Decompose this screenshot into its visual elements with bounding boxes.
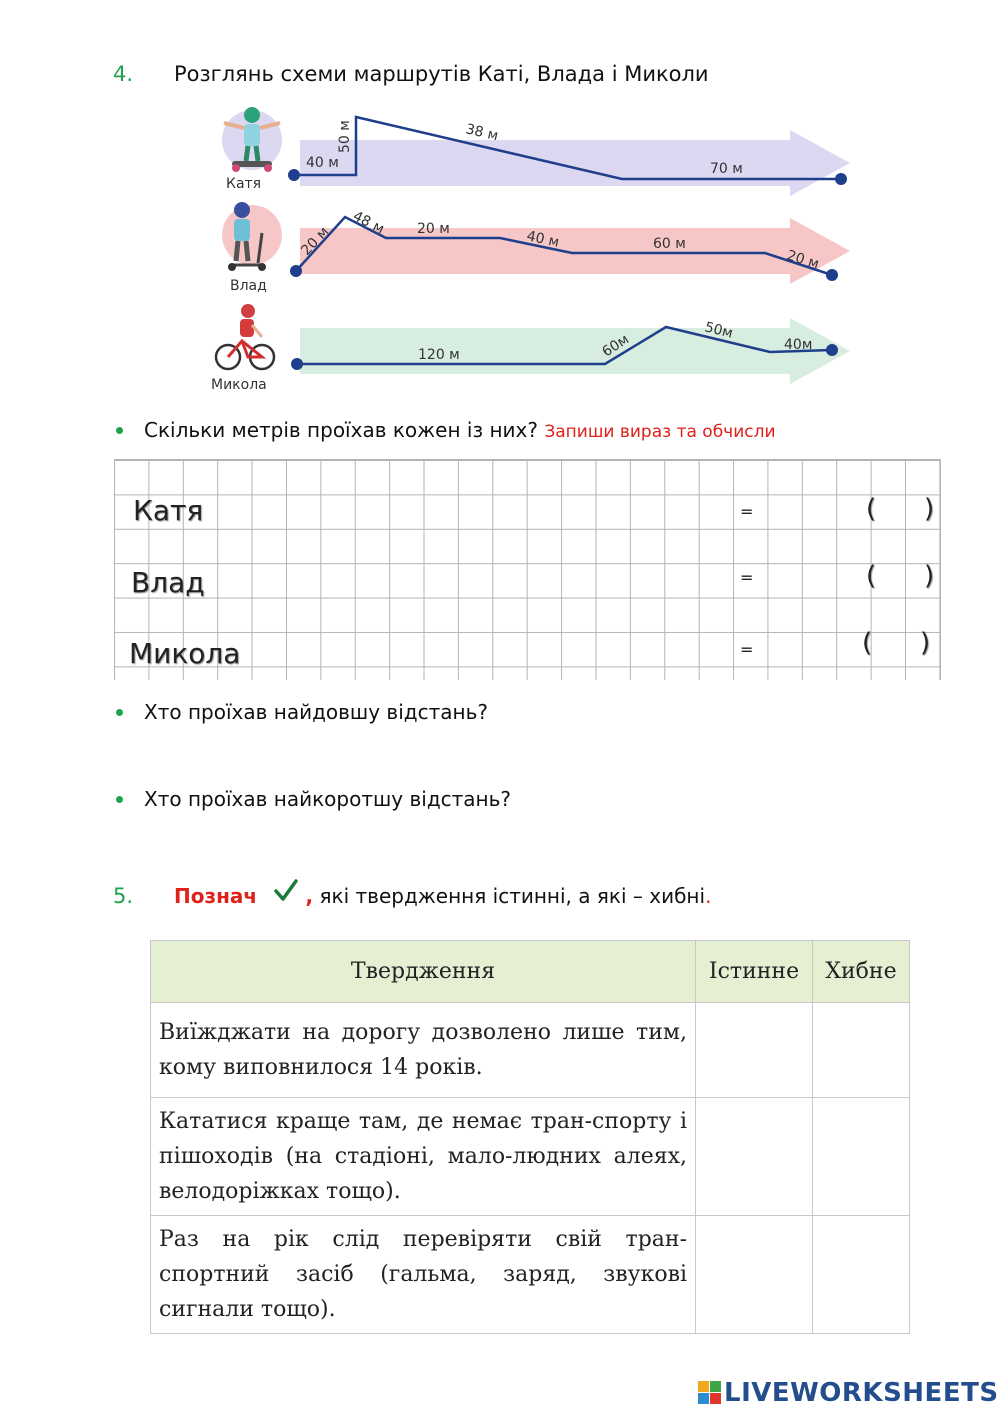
route-katya-seg-4: 70 м [710, 161, 743, 177]
statement-2: Кататися краще там, де немає тран-спорту і пішоходів (на стадіоні, мало-людних алеях, велодоріжках тощо). [151, 1098, 696, 1216]
row-open-paren-mykola: ( [862, 628, 873, 658]
header-false: Хибне [813, 941, 910, 1003]
table-row [151, 1003, 910, 1098]
row-close-paren-katya: ) [924, 494, 935, 524]
route-mykola-seg-2: 60м [599, 331, 632, 361]
row-name-vlad: Влад [131, 566, 205, 599]
task4-heading: Розглянь схеми маршрутів Каті, Влада і Миколи [174, 62, 709, 86]
route-vlad-seg-4: 40 м [525, 228, 561, 251]
statement-3: Раз на рік слід перевіряти свій тран-спортний засіб (гальма, заряд, звукові сигнали тощо). [151, 1216, 696, 1334]
row-name-katya: Катя [133, 494, 204, 527]
route-vlad-seg-5: 60 м [653, 236, 686, 252]
route-katya-end [835, 173, 847, 185]
bullet-q1 [116, 427, 123, 434]
route-katya-seg-2: 50 м [337, 120, 353, 153]
route-vlad-start [290, 265, 302, 277]
route-mykola-start [291, 358, 303, 370]
route-mykola-seg-4: 40м [784, 337, 813, 353]
row-close-paren-mykola: ) [920, 628, 931, 658]
statements-table [150, 940, 910, 1334]
liveworksheets-logo-text: LIVEWORKSHEETS [724, 1378, 999, 1408]
bullet-q3 [116, 796, 123, 803]
answer-input-katya[interactable] [770, 496, 860, 528]
task5-text: які твердження істинні, а які – хибні [313, 884, 706, 908]
question-3: Хто проїхав найкоротшу відстань? [144, 787, 512, 811]
task5-prefix: Познач [174, 884, 258, 908]
task5-dot: . [705, 884, 712, 908]
header-true: Істинне [696, 941, 813, 1003]
bicycle-rider-icon [216, 304, 274, 369]
liveworksheets-logo-icon [698, 1381, 722, 1405]
liveworksheets-logo[interactable] [698, 1378, 999, 1408]
row-open-paren-katya: ( [866, 494, 877, 524]
statement-1: Виїжджати на дорогу дозволено лише тим, кому виповнилося 14 років. [151, 1003, 696, 1098]
hoverboard-rider-icon [222, 107, 282, 172]
row-open-paren-vlad: ( [866, 561, 877, 591]
answer-input-mykola[interactable] [770, 634, 860, 666]
false-cell-1[interactable] [813, 1003, 910, 1098]
route-mykola-seg-3: 50м [703, 319, 735, 342]
task5-heading [174, 884, 711, 908]
route-mykola-seg-1: 120 м [418, 347, 460, 363]
row-close-paren-vlad: ) [924, 561, 935, 591]
answer-input-shortest[interactable] [144, 820, 644, 854]
task4-number: 4. [113, 62, 134, 86]
route-katya [222, 107, 850, 196]
row-name-mykola: Микола [129, 637, 241, 670]
task5-comma: , [305, 884, 314, 908]
row-eq-mykola: = [740, 640, 754, 659]
route-mykola-end [826, 344, 838, 356]
bullet-q2 [116, 709, 123, 716]
route-vlad-end [826, 269, 838, 281]
route-katya-arrow [300, 130, 850, 196]
true-cell-3[interactable] [696, 1216, 813, 1334]
instruction-text: Запиши вираз та обчисли [544, 422, 776, 442]
true-cell-2[interactable] [696, 1098, 813, 1216]
route-mykola [211, 304, 850, 393]
route-vlad-seg-3: 20 м [417, 221, 450, 237]
rider-name-katya: Катя [226, 176, 262, 192]
table-row [151, 1216, 910, 1334]
route-katya-start [288, 169, 300, 181]
false-cell-2[interactable] [813, 1098, 910, 1216]
header-statement: Твердження [151, 941, 696, 1003]
answer-input-longest[interactable] [144, 732, 644, 766]
route-katya-seg-3: 38 м [464, 121, 500, 145]
route-vlad-seg-2: 48 м [350, 208, 387, 238]
task5-number: 5. [113, 884, 134, 908]
route-katya-seg-1: 40 м [306, 155, 339, 171]
question-1-text: Скільки метрів проїхав кожен із них? [144, 418, 538, 442]
table-header-row [151, 941, 910, 1003]
question-1 [144, 418, 776, 442]
routes-diagram [0, 95, 1000, 395]
route-vlad-seg-1: 20 м [298, 223, 333, 259]
route-vlad-seg-6: 20 м [784, 247, 821, 273]
scooter-rider-icon [222, 202, 282, 271]
answer-input-vlad[interactable] [770, 563, 860, 595]
question-2: Хто проїхав найдовшу відстань? [144, 700, 488, 724]
route-vlad [222, 202, 850, 294]
false-cell-3[interactable] [813, 1216, 910, 1334]
row-eq-katya: = [740, 502, 754, 521]
row-eq-vlad: = [740, 568, 754, 587]
true-cell-1[interactable] [696, 1003, 813, 1098]
rider-name-mykola: Микола [211, 377, 267, 393]
table-row [151, 1098, 910, 1216]
rider-name-vlad: Влад [230, 278, 267, 294]
